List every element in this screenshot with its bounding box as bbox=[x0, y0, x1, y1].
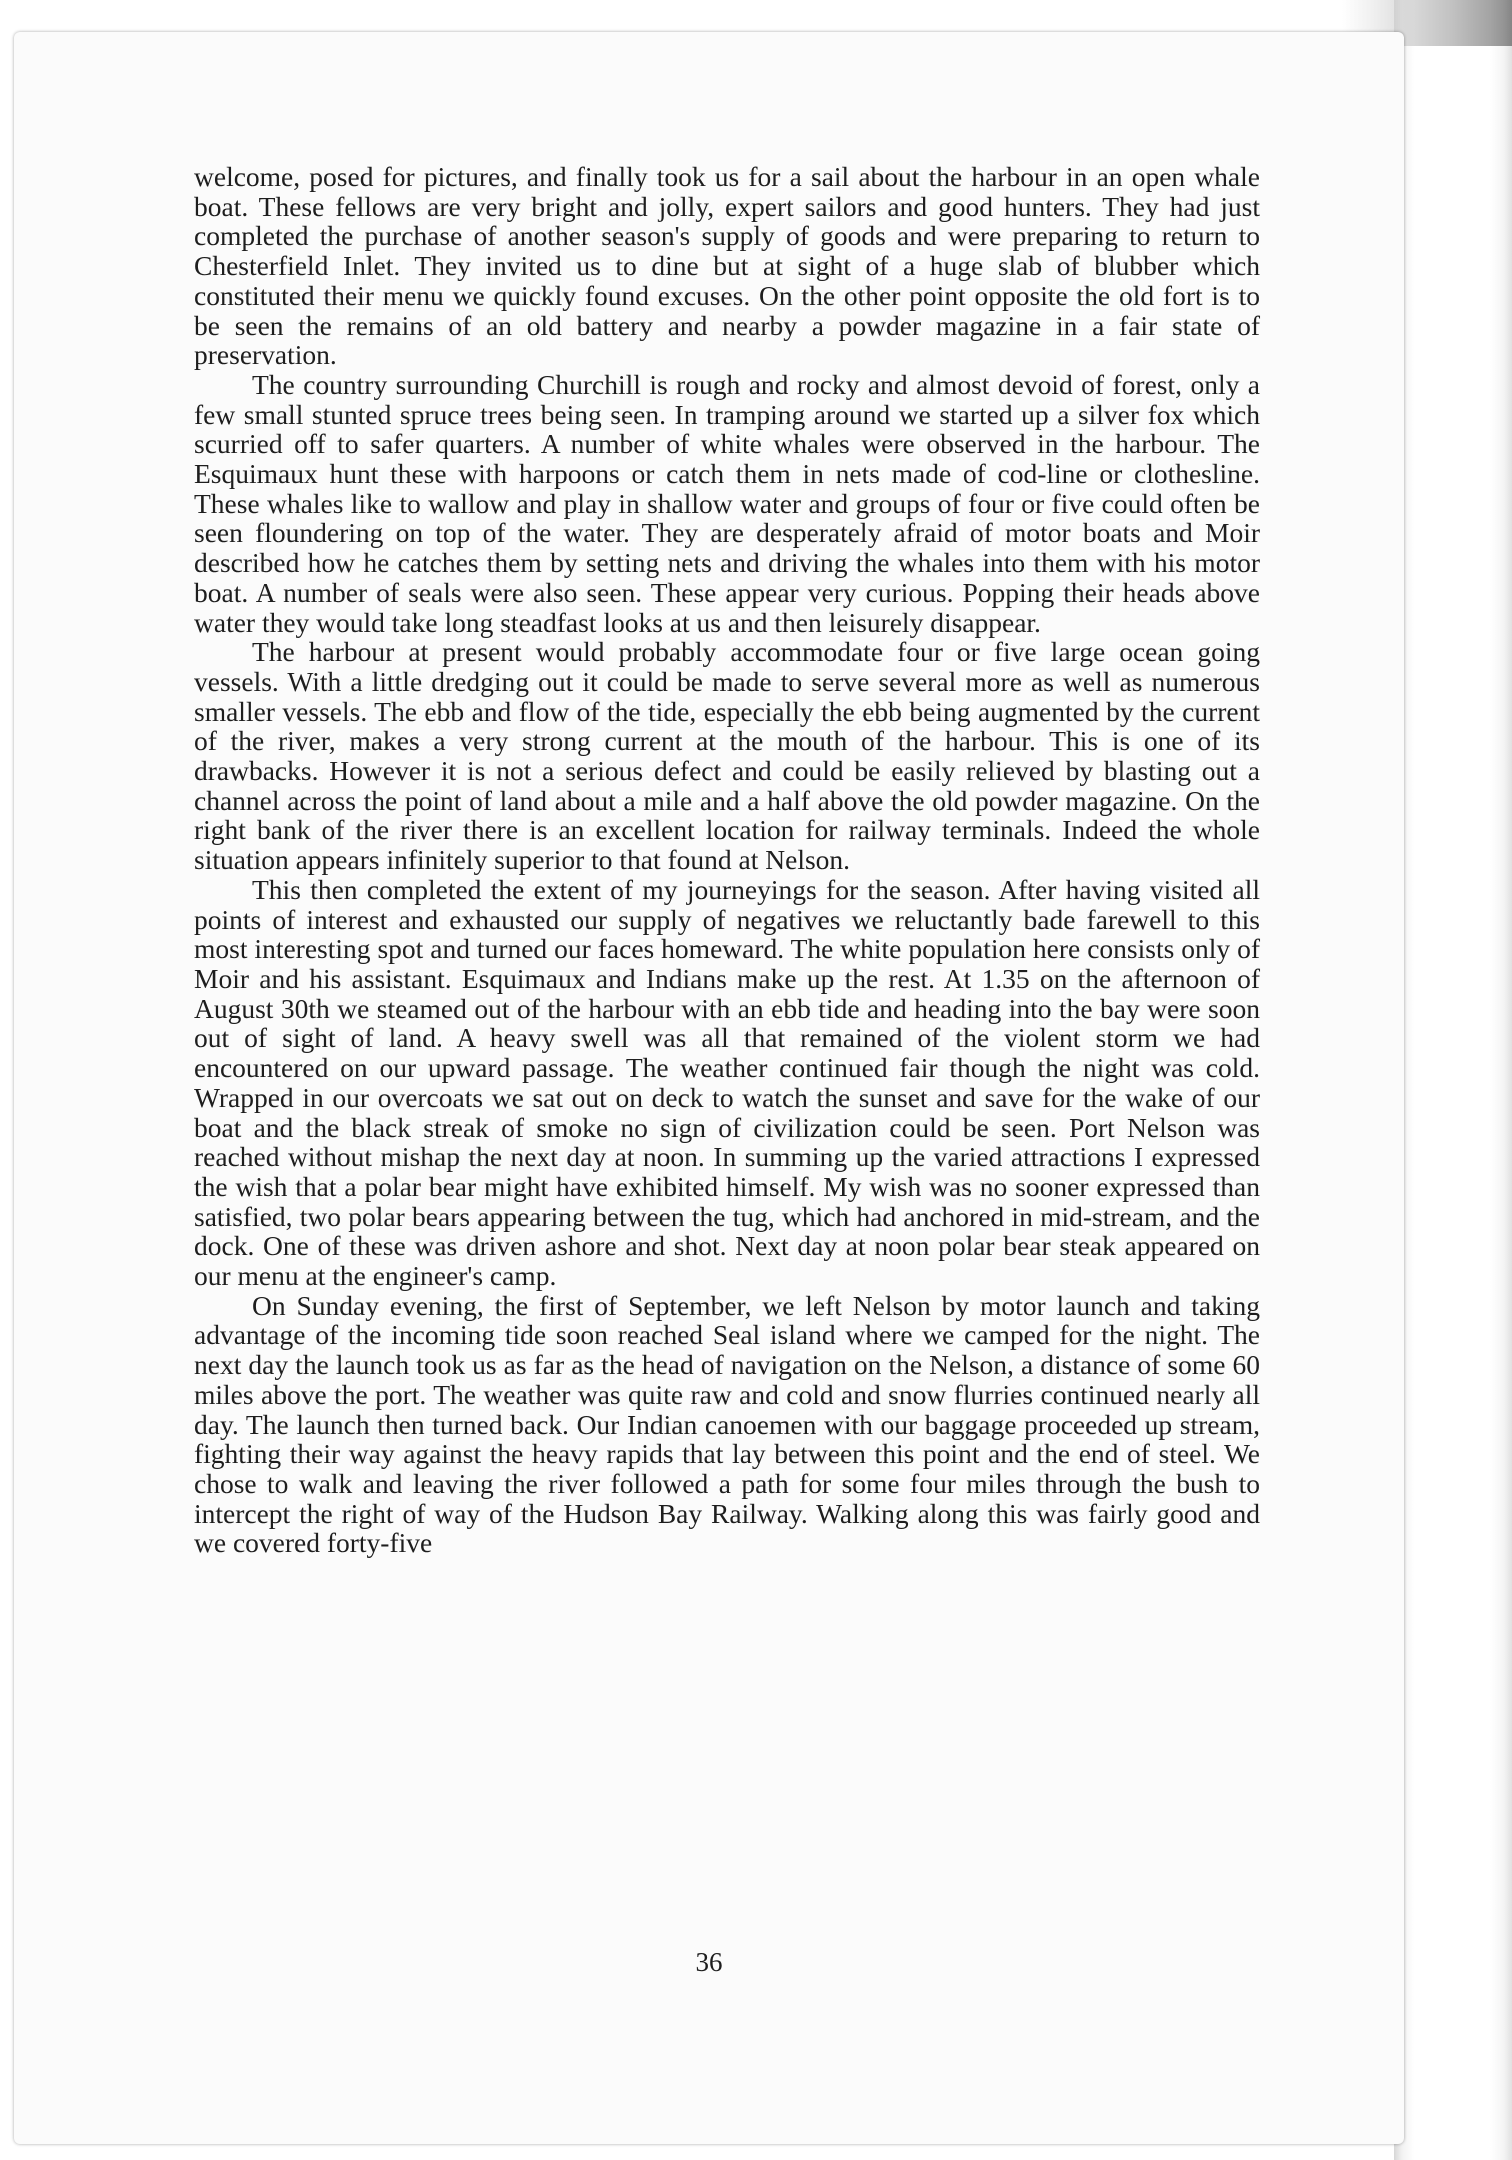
paragraph-1: welcome, posed for pictures, and finally took us for a sail about the harbour in an open whale boat. These fellows are very bright and jolly, expert sailors and good hunters. They had just completed the purchase of another season's supply of goods and were preparing to return to Chesterfield Inlet. They invited us to dine but at sight of a huge slab of blubber which constituted their menu we quickly found excuses. On the other point opposite the old fort is to be seen the remains of an old battery and nearby a powder magazine in a fair state of preservation. bbox=[194, 161, 1260, 371]
paragraph-2: The country surrounding Churchill is rough and rocky and almost devoid of forest, only a few small stunted spruce trees being seen. In tramping around we started up a silver fox which scurried off to safer quarters. A number of white whales were observed in the harbour. The Esquimaux hunt these with harpoons or catch them in nets made of cod-line or clothesline. These whales like to wallow and play in shallow water and groups of four or five could often be seen floundering on top of the water. They are desperately afraid of motor boats and Moir described how he catches them by setting nets and driving the whales into them with his motor boat. A number of seals were also seen. These appear very curious. Popping their heads above water they would take long steadfast looks at us and then leisurely disappear. bbox=[194, 368, 1260, 638]
book-page bbox=[14, 32, 1404, 2144]
paragraph-3: The harbour at present would probably accommodate four or five large ocean going vessels. With a little dredging out it could be made to serve several more as well as numerous smaller vessels. The ebb and flow of the tide, especially the ebb being augmented by the current of the river, makes a very strong current at the mouth of the harbour. This is one of its drawbacks. However it is not a serious defect and could be easily relieved by blasting out a channel across the point of land about a mile and a half above the old powder magazine. On the right bank of the river there is an excellent location for railway terminals. Indeed the whole situation appears infinitely superior to that found at Nelson. bbox=[194, 636, 1260, 876]
page-number: 36 bbox=[695, 1947, 723, 1977]
paragraph-5: On Sunday evening, the first of September, we left Nelson by motor launch and taking advantage of the incoming tide soon reached Seal island where we camped for the night. The next day the launch took us as far as the head of navigation on the Nelson, a distance of some 60 miles above the port. The weather was quite raw and cold and snow flurries continued nearly all day. The launch then turned back. Our Indian canoemen with our baggage proceeded up stream, fighting their way against the heavy rapids that lay between this point and the end of steel. We chose to walk and leaving the river followed a path for some four miles through the bush to intercept the right of way of the Hudson Bay Railway. Walking along this was fairly good and we covered forty-five bbox=[194, 1289, 1260, 1559]
body-text bbox=[194, 162, 1260, 1558]
facing-page-edge bbox=[1394, 0, 1512, 2160]
paragraph-4: This then completed the extent of my journeyings for the season. After having visited all points of interest and exhausted our supply of negatives we reluctantly bade farewell to this most interesting spot and turned our faces homeward. The white population here consists only of Moir and his assistant. Esquimaux and Indians make up the rest. At 1.35 on the afternoon of August 30th we steamed out of the harbour with an ebb tide and heading into the bay were soon out of sight of land. A heavy swell was all that remained of the violent storm we had encountered on our upward passage. The weather continued fair though the night was cold. Wrapped in our overcoats we sat out on deck to watch the sunset and save for the wake of our boat and the black streak of smoke no sign of civilization could be seen. Port Nelson was reached without mishap the next day at noon. In summing up the varied attractions I expressed the wish that a polar bear might have exhibited himself. My wish was no sooner expressed than satisfied, two polar bears appearing between the tug, which had anchored in mid-stream, and the dock. One of these was driven ashore and shot. Next day at noon polar bear steak appeared on our menu at the engineer's camp. bbox=[194, 873, 1260, 1292]
